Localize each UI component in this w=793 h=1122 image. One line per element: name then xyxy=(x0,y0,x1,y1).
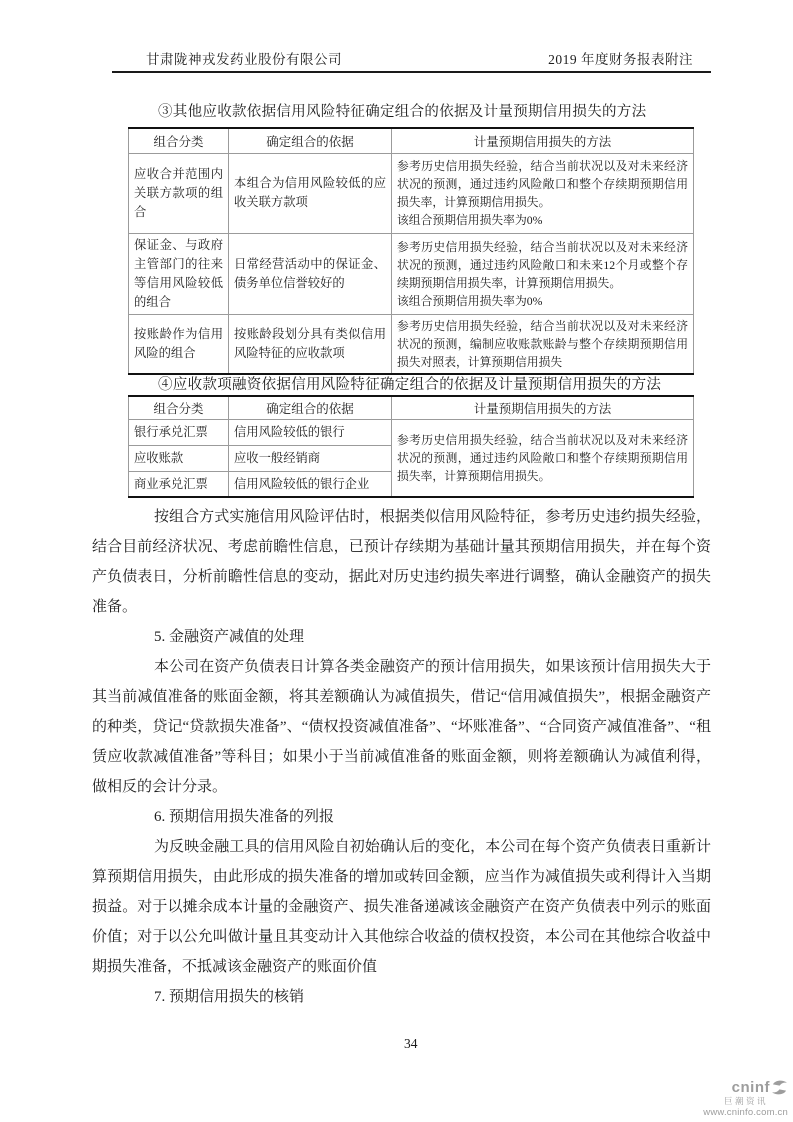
category-cell: 按账龄作为信用风险的组合 xyxy=(129,314,229,374)
cninfo-swirl-icon xyxy=(771,1079,788,1096)
table-row xyxy=(129,153,694,233)
category-cell: 保证金、与政府主管部门的往来等信用风险较低的组合 xyxy=(129,233,229,314)
category-cell: 应收合并范围内关联方款项的组合 xyxy=(129,153,229,233)
basis-cell: 按账龄段划分具有类似信用风险特征的应收款项 xyxy=(229,314,392,374)
paragraph-impairment-treatment: 本公司在资产负债表日计算各类金融资产的预计信用损失，如果该预计信用损失大于其当前减值准备的账面金额，将其差额确认为减值损失，借记“信用减值损失”，根据金融资产的种类，贷记“贷款损失准备”、“债权投资减值准备”、“坏账准备”、“合同资产减值准备”、“租赁应收款减值准备”等科目；如果小于当前减值准备的账面金额，则将差额确认为减值利得，做相反的会计分录。 xyxy=(92,659,711,795)
basis-cell: 信用风险较低的银行企业 xyxy=(229,471,392,497)
method-cell xyxy=(392,314,694,374)
basis-cell: 应收一般经销商 xyxy=(229,445,392,471)
col-header-basis: 确定组合的依据 xyxy=(229,128,392,153)
body-text-block xyxy=(92,502,711,1012)
method-note: 该组合预期信用损失率为0% xyxy=(397,213,543,227)
cninfo-logo-text: cninf xyxy=(731,1079,770,1096)
cninfo-logo-url: www.cninfo.com.cn xyxy=(703,1106,788,1118)
table-row xyxy=(129,314,694,374)
subheading-6-loss-provision-presentation: 6. 预期信用损失准备的列报 xyxy=(154,809,335,825)
merged-method-cell: 参考历史信用损失经验，结合当前状况以及对未来经济状况的预测，通过违约风险敞口和整个存续期预期信用损失率，计算预期信用损失。 xyxy=(392,419,694,497)
method-text: 参考历史信用损失经验，结合当前状况以及对未来经济状况的预测，通过违约风险敞口和未来12个月或整个存续期预期信用损失率，计算预期信用损失。 xyxy=(397,239,688,290)
receivables-financing-portfolio-table xyxy=(128,395,694,498)
category-cell: 银行承兑汇票 xyxy=(129,419,229,445)
cninfo-logo-row xyxy=(628,1079,788,1096)
basis-cell: 信用风险较低的银行 xyxy=(229,419,392,445)
header-company: 甘肃陇神戎发药业股份有限公司 xyxy=(146,52,342,67)
table-row xyxy=(129,233,694,314)
col-header-basis: 确定组合的依据 xyxy=(229,396,392,419)
category-cell: 商业承兑汇票 xyxy=(129,471,229,497)
section4-title: ④应收款项融资依据信用风险特征确定组合的依据及计量预期信用损失的方法 xyxy=(158,377,662,393)
cninfo-logo xyxy=(628,1079,788,1117)
col-header-method: 计量预期信用损失的方法 xyxy=(392,128,694,153)
method-text: 参考历史信用损失经验，结合当前状况以及对未来经济状况的预测，编制应收账款账龄与整个存续期预期信用损失对照表，计算预期信用损失 xyxy=(397,318,688,369)
page-number: 34 xyxy=(404,1036,418,1051)
method-text: 参考历史信用损失经验，结合当前状况以及对未来经济状况的预测，通过违约风险敞口和整个存续期预期信用损失率，计算预期信用损失。 xyxy=(397,159,688,209)
table-row xyxy=(129,419,694,445)
basis-cell: 本组合为信用风险较低的应收关联方款项 xyxy=(229,153,392,233)
basis-cell: 日常经营活动中的保证金、债务单位信誉较好的 xyxy=(229,233,392,314)
method-cell xyxy=(392,233,694,314)
cninfo-logo-chinese: 巨潮资讯 xyxy=(723,1096,768,1106)
subheading-5-impairment-treatment: 5. 金融资产减值的处理 xyxy=(154,629,305,645)
header-rule xyxy=(112,71,711,73)
category-cell: 应收账款 xyxy=(129,445,229,471)
method-cell xyxy=(392,153,694,233)
header-doc-title: 2019 年度财务报表附注 xyxy=(548,52,693,67)
paragraph-credit-risk-assessment: 按组合方式实施信用风险评估时，根据类似信用风险特征，参考历史违约损失经验，结合目前经济状况、考虑前瞻性信息，已预计存续期为基础计量其预期信用损失，并在每个资产负债表日，分析前瞻性信息的变动，据此对历史违约损失率进行调整，确认金融资产的损失准备。 xyxy=(92,509,711,615)
other-receivables-portfolio-table xyxy=(128,127,694,375)
paragraph-loss-provision-presentation: 为反映金融工具的信用风险自初始确认后的变化，本公司在每个资产负债表日重新计算预期信用损失，由此形成的损失准备的增加或转回金额，应当作为减值损失或利得计入当期损益。对于以摊余成本计量的金融资产、损失准备递减该金融资产在资产负债表中列示的账面价值；对于以公允叫做计量且其变动计入其他综合收益的债权投资，本公司在其他综合收益中期损失准备，不抵减该金融资产的账面价值 xyxy=(92,839,711,975)
col-header-category: 组合分类 xyxy=(129,128,229,153)
subheading-7-loss-writeoff: 7. 预期信用损失的核销 xyxy=(154,989,305,1005)
table-header-row xyxy=(129,128,694,153)
col-header-category: 组合分类 xyxy=(129,396,229,419)
method-note: 该组合预期信用损失率为0% xyxy=(397,293,543,308)
col-header-method: 计量预期信用损失的方法 xyxy=(392,396,694,419)
section3-title: ③其他应收款依据信用风险特征确定组合的依据及计量预期信用损失的方法 xyxy=(158,104,647,120)
table-header-row xyxy=(129,396,694,419)
